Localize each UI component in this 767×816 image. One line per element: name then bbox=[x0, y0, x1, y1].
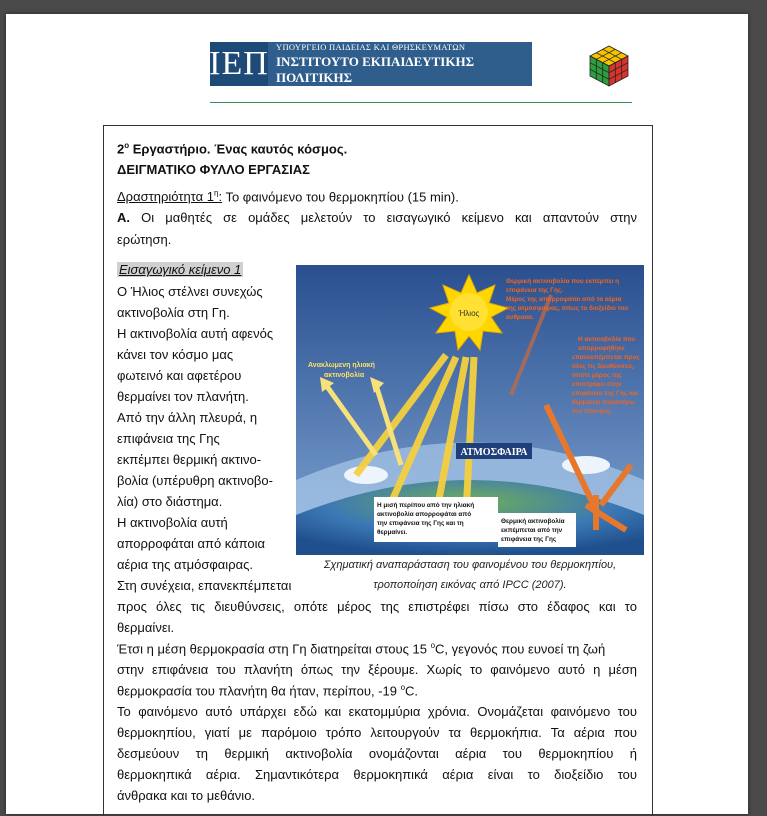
intro-line: λία) στο διάστημα. bbox=[117, 494, 223, 509]
reflected-label: Ανακλωμενη ηλιακή ακτινοβολία bbox=[308, 362, 375, 379]
thermal-emit-label: Θερμική ακτινοβολία εκπέμπεται από την επιφάνεια της Γης bbox=[501, 518, 565, 543]
logo-ministry-text: ΥΠΟΥΡΓΕΙΟ ΠΑΙΔΕΙΑΣ ΚΑΙ ΘΡΗΣΚΕΥΜΑΤΩΝ bbox=[276, 42, 466, 52]
activity-heading: Δραστηριότητα $1^\eta$: Το φαινόμενο του θερμοκηπίου (15 min). bbox=[117, 189, 459, 205]
intro-line: αέρια της ατμόσφαιρας. bbox=[117, 557, 253, 572]
atmosphere-label: ΑΤΜΟΣΦΑΙΡΑ bbox=[460, 447, 528, 458]
intro-line: κάνει τον κόσμο μας bbox=[117, 347, 234, 362]
iep-logo bbox=[210, 42, 532, 86]
intro-line: Η ακτινοβολία αυτή αφενός bbox=[117, 326, 274, 341]
body-line: άνθρακα και το μεθάνιο. bbox=[117, 788, 256, 803]
intro-line: Από την άλλη πλευρά, η bbox=[117, 410, 258, 425]
intro-line: βολία (υπέρυθρη ακτινοβο- bbox=[117, 473, 273, 488]
intro-line: Στη συνέχεια, επανεκπέμπεται bbox=[117, 578, 292, 593]
logo-institute-text: ΙΝΣΤΙΤΟΥΤΟ ΕΚΠΑΙΔΕΥΤΙΚΗΣ ΠΟΛΙΤΙΚΗΣ bbox=[276, 54, 475, 85]
sun-label: Ήλιος bbox=[458, 309, 480, 318]
body-line: στην επιφάνεια του πλανήτη όπως την ξέρουμε. Χωρίς το φαινόμενο αυτό η μέση bbox=[117, 662, 637, 677]
intro-line: ακτινοβολία στη Γη. bbox=[117, 305, 230, 320]
task-a-line1: Α. Οι μαθητές σε ομάδες μελετούν το εισαγωγικό κείμενο και απαντούν στην bbox=[117, 210, 637, 225]
worksheet-subtitle: ΔΕΙΓΜΑΤΙΚΟ ΦΥΛΛΟ ΕΡΓΑΣΙΑΣ bbox=[117, 162, 310, 177]
earth-absorb-label: Η μισή περίπου από την ηλιακή ακτινοβολία απορροφάται από την επιφάνεια της Γης και τη θερμαίνει. bbox=[377, 502, 475, 536]
body-line: Έτσι η μέση θερμοκρασία στη Γη διατηρείται στους 15 $^o$C, γεγονός που ευνοεί τη ζωή bbox=[117, 641, 606, 657]
header-divider bbox=[210, 102, 632, 103]
intro-line: εκπέμπει θερμική ακτινο- bbox=[117, 452, 262, 467]
intro-line: φωτεινό και αφετέρου bbox=[117, 368, 242, 383]
body-line: θερμοκρασία του πλανήτη θα ήταν, περίπου, -19 $^o$C. bbox=[117, 683, 419, 699]
mid-right-label: Η ακτινοβολία που απορροφήθηκε επανεκπέμπεται προς όλες τις διευθύνσεις, οπότε μέρος της επιστρέφει στην επιφάνεια της Γης και θερμαίνει περαιτέρω τον πλανήτη. bbox=[572, 336, 640, 415]
body-line: θερμοκηπίου, γιατί με παρόμοιο τρόπο λειτουργούν τα θερμοκήπια. Τα αέρια που bbox=[117, 725, 637, 740]
cloud-shape bbox=[344, 466, 388, 484]
figure-caption-line1: Σχηματική αναπαράσταση του φαινομένου του θερμοκηπίου, bbox=[323, 559, 617, 571]
worksheet-title: $2^o$ Εργαστήριο. Ένας καυτός κόσμος. bbox=[117, 141, 348, 157]
figure-caption-line2: τροποποίηση εικόνας από IPCC (2007). bbox=[373, 579, 567, 591]
intro-line: Η ακτινοβολία αυτή bbox=[117, 515, 228, 530]
body-line: προς όλες τις διευθύνσεις, οπότε μέρος της επιστρέφει πίσω στο έδαφος και το bbox=[117, 599, 637, 614]
task-a-line2: ερώτηση. bbox=[117, 232, 172, 247]
body-line: Το φαινόμενο αυτό υπάρχει εδώ και εκατομμύρια χρόνια. Ονομάζεται φαινόμενο του bbox=[117, 704, 637, 719]
body-line: θερμοκηπικά αέρια. Σημαντικότερα θερμοκηπικά αέρια είναι το διοξείδιο του bbox=[117, 767, 637, 782]
intro-line: επιφάνεια της Γης bbox=[117, 431, 220, 446]
body-line: θερμαίνει. bbox=[117, 620, 175, 635]
intro-line: Ο Ήλιος στέλνει συνεχώς bbox=[117, 284, 263, 299]
body-line: δεσμεύουν τη θερμική ακτινοβολία ονομάζονται αέρια του θερμοκηπίου ή bbox=[117, 746, 637, 761]
iep-logo-mark: ΙΕΠ bbox=[210, 42, 268, 86]
greenhouse-effect-figure bbox=[296, 265, 644, 555]
intro-line: απορροφάται από κάποια bbox=[117, 536, 266, 551]
top-right-label: Θερμική ακτινοβολία που εκπέμπει η επιφάνεια της Γης. Μέρος της απορροφάται από τα αέρια της ατμόσφαιρας, όπως το διοξείδιο του άνθρακα. bbox=[506, 278, 628, 321]
intro-line: θερμαίνει τον πλανήτη. bbox=[117, 389, 249, 404]
rubiks-cube-icon bbox=[588, 44, 630, 88]
intro-text-heading: Εισαγωγικό κείμενο 1 bbox=[119, 262, 242, 277]
